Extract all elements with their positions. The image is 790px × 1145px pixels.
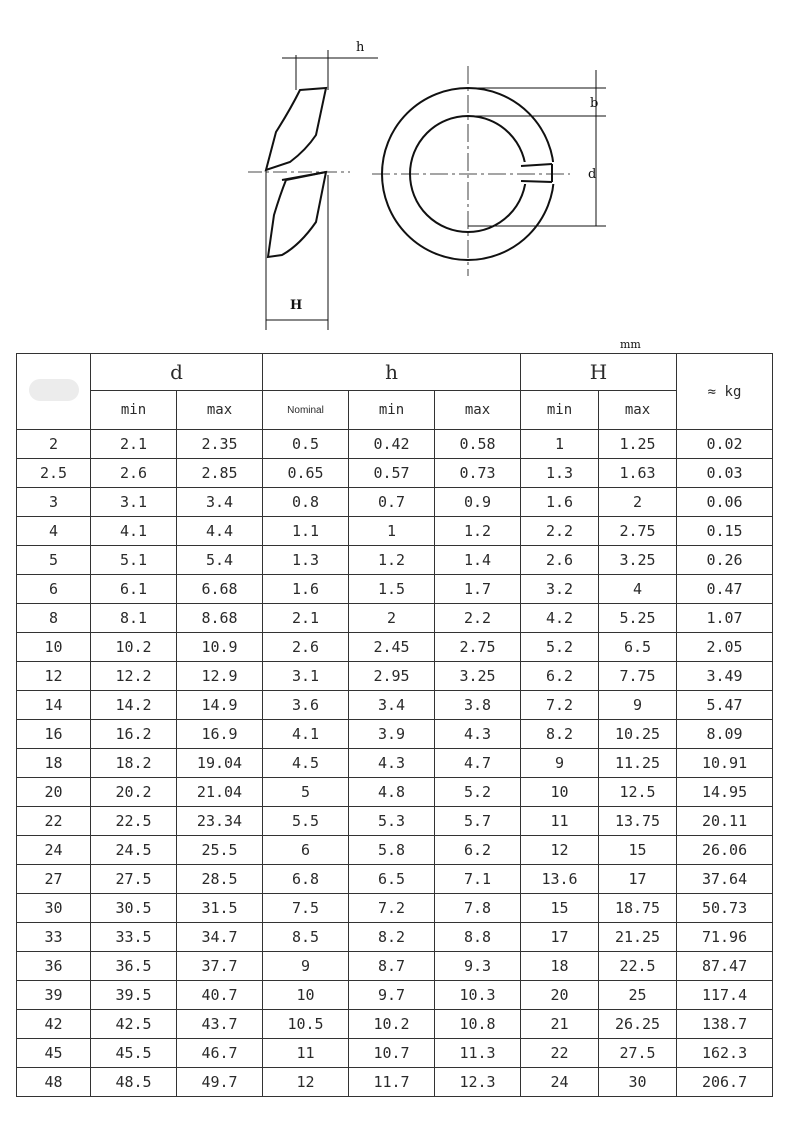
h-min-cell: 5.8 xyxy=(349,836,435,865)
weight-cell: 87.47 xyxy=(677,952,773,981)
size-cell: 18 xyxy=(17,749,91,778)
h-nominal-cell: 0.5 xyxy=(263,430,349,459)
h-min-cell: 11.7 xyxy=(349,1068,435,1097)
d-max-cell: 12.9 xyxy=(177,662,263,691)
table-row xyxy=(17,662,773,691)
size-cell: 6 xyxy=(17,575,91,604)
d-min-cell: 30.5 xyxy=(91,894,177,923)
h-max-cell: 0.9 xyxy=(435,488,521,517)
H-group-header: H xyxy=(521,354,677,391)
d-max-cell: 10.9 xyxy=(177,633,263,662)
H-min-cell: 1 xyxy=(521,430,599,459)
size-cell: 24 xyxy=(17,836,91,865)
H-max-cell: 10.25 xyxy=(599,720,677,749)
table-row xyxy=(17,720,773,749)
h-nominal-cell: 1.6 xyxy=(263,575,349,604)
h-nominal-cell: 4.1 xyxy=(263,720,349,749)
h-min-cell: 10.7 xyxy=(349,1039,435,1068)
washer-spec-table xyxy=(16,353,773,1097)
d-max-cell: 37.7 xyxy=(177,952,263,981)
h-nominal-cell: 5 xyxy=(263,778,349,807)
weight-cell: 2.05 xyxy=(677,633,773,662)
d-min-cell: 3.1 xyxy=(91,488,177,517)
h-min-cell: 0.57 xyxy=(349,459,435,488)
obscured-header-mark xyxy=(29,379,79,401)
H-min-cell: 2.6 xyxy=(521,546,599,575)
d-max-cell: 43.7 xyxy=(177,1010,263,1039)
weight-cell: 1.07 xyxy=(677,604,773,633)
h-max-cell: 9.3 xyxy=(435,952,521,981)
H-max-cell: 6.5 xyxy=(599,633,677,662)
H-min-cell: 8.2 xyxy=(521,720,599,749)
H-max-cell: 7.75 xyxy=(599,662,677,691)
H-min-cell: 15 xyxy=(521,894,599,923)
table-body xyxy=(17,430,773,1097)
weight-cell: 117.4 xyxy=(677,981,773,1010)
size-cell: 2.5 xyxy=(17,459,91,488)
h-min-cell: 3.9 xyxy=(349,720,435,749)
weight-cell: 138.7 xyxy=(677,1010,773,1039)
h-nominal-cell: 5.5 xyxy=(263,807,349,836)
size-cell: 42 xyxy=(17,1010,91,1039)
weight-cell: 26.06 xyxy=(677,836,773,865)
h-min-cell: 2 xyxy=(349,604,435,633)
h-nominal-cell: 2.6 xyxy=(263,633,349,662)
h-min-cell: 1.5 xyxy=(349,575,435,604)
table-row xyxy=(17,836,773,865)
H-max-cell: 1.25 xyxy=(599,430,677,459)
d-min-cell: 6.1 xyxy=(91,575,177,604)
d-max-cell: 2.85 xyxy=(177,459,263,488)
d-min-cell: 12.2 xyxy=(91,662,177,691)
H-min-cell: 22 xyxy=(521,1039,599,1068)
size-cell: 14 xyxy=(17,691,91,720)
size-cell: 30 xyxy=(17,894,91,923)
h-nominal-cell: 1.3 xyxy=(263,546,349,575)
H-min-cell: 3.2 xyxy=(521,575,599,604)
h-max-header: max xyxy=(435,391,521,430)
H-min-cell: 24 xyxy=(521,1068,599,1097)
table-row xyxy=(17,1010,773,1039)
weight-cell: 8.09 xyxy=(677,720,773,749)
H-max-cell: 17 xyxy=(599,865,677,894)
d-max-cell: 5.4 xyxy=(177,546,263,575)
h-min-header: min xyxy=(349,391,435,430)
table-row xyxy=(17,546,773,575)
d-min-cell: 20.2 xyxy=(91,778,177,807)
table-row xyxy=(17,749,773,778)
h-nominal-cell: 3.6 xyxy=(263,691,349,720)
h-max-cell: 5.7 xyxy=(435,807,521,836)
table-row xyxy=(17,778,773,807)
h-nominal-cell: 8.5 xyxy=(263,923,349,952)
table-row xyxy=(17,430,773,459)
weight-cell: 50.73 xyxy=(677,894,773,923)
h-min-cell: 9.7 xyxy=(349,981,435,1010)
H-max-cell: 21.25 xyxy=(599,923,677,952)
table-row xyxy=(17,604,773,633)
weight-cell: 162.3 xyxy=(677,1039,773,1068)
size-cell: 3 xyxy=(17,488,91,517)
H-min-cell: 21 xyxy=(521,1010,599,1039)
d-min-cell: 2.6 xyxy=(91,459,177,488)
d-max-cell: 34.7 xyxy=(177,923,263,952)
h-max-cell: 0.58 xyxy=(435,430,521,459)
table-row xyxy=(17,952,773,981)
h-max-cell: 5.2 xyxy=(435,778,521,807)
size-cell: 27 xyxy=(17,865,91,894)
table-row xyxy=(17,691,773,720)
weight-cell: 0.06 xyxy=(677,488,773,517)
H-max-cell: 26.25 xyxy=(599,1010,677,1039)
h-nominal-cell: 2.1 xyxy=(263,604,349,633)
d-label: d xyxy=(588,167,597,182)
table-row xyxy=(17,865,773,894)
table-row xyxy=(17,894,773,923)
size-cell: 22 xyxy=(17,807,91,836)
table-row xyxy=(17,488,773,517)
h-nominal-cell: 6.8 xyxy=(263,865,349,894)
unit-label: mm xyxy=(620,338,641,351)
d-min-cell: 33.5 xyxy=(91,923,177,952)
h-min-cell: 4.8 xyxy=(349,778,435,807)
weight-cell: 14.95 xyxy=(677,778,773,807)
H-min-cell: 1.6 xyxy=(521,488,599,517)
h-nominal-header: Nominal xyxy=(263,391,349,430)
h-min-cell: 0.7 xyxy=(349,488,435,517)
d-min-cell: 4.1 xyxy=(91,517,177,546)
h-min-cell: 8.2 xyxy=(349,923,435,952)
H-max-cell: 13.75 xyxy=(599,807,677,836)
h-max-cell: 4.3 xyxy=(435,720,521,749)
d-min-header: min xyxy=(91,391,177,430)
h-min-cell: 3.4 xyxy=(349,691,435,720)
table-row xyxy=(17,1068,773,1097)
h-min-cell: 7.2 xyxy=(349,894,435,923)
size-cell: 16 xyxy=(17,720,91,749)
d-max-cell: 49.7 xyxy=(177,1068,263,1097)
d-min-cell: 27.5 xyxy=(91,865,177,894)
d-min-cell: 24.5 xyxy=(91,836,177,865)
size-cell: 2 xyxy=(17,430,91,459)
h-min-cell: 2.95 xyxy=(349,662,435,691)
h-min-cell: 2.45 xyxy=(349,633,435,662)
H-max-cell: 2.75 xyxy=(599,517,677,546)
h-nominal-cell: 4.5 xyxy=(263,749,349,778)
d-max-cell: 14.9 xyxy=(177,691,263,720)
h-max-cell: 3.25 xyxy=(435,662,521,691)
H-min-cell: 2.2 xyxy=(521,517,599,546)
H-min-cell: 1.3 xyxy=(521,459,599,488)
H-max-cell: 25 xyxy=(599,981,677,1010)
d-min-cell: 42.5 xyxy=(91,1010,177,1039)
weight-cell: 10.91 xyxy=(677,749,773,778)
d-max-cell: 8.68 xyxy=(177,604,263,633)
size-cell: 39 xyxy=(17,981,91,1010)
H-min-cell: 4.2 xyxy=(521,604,599,633)
d-min-cell: 39.5 xyxy=(91,981,177,1010)
weight-cell: 71.96 xyxy=(677,923,773,952)
table-row xyxy=(17,807,773,836)
h-min-cell: 0.42 xyxy=(349,430,435,459)
weight-cell: 0.02 xyxy=(677,430,773,459)
table-row xyxy=(17,459,773,488)
h-group-header: h xyxy=(263,354,521,391)
h-nominal-cell: 12 xyxy=(263,1068,349,1097)
H-max-cell: 11.25 xyxy=(599,749,677,778)
h-nominal-cell: 0.65 xyxy=(263,459,349,488)
d-max-cell: 16.9 xyxy=(177,720,263,749)
weight-header: ≈ kg xyxy=(677,354,773,430)
table-row xyxy=(17,517,773,546)
h-max-cell: 0.73 xyxy=(435,459,521,488)
H-min-cell: 11 xyxy=(521,807,599,836)
h-max-cell: 7.1 xyxy=(435,865,521,894)
h-max-cell: 2.75 xyxy=(435,633,521,662)
H-min-cell: 7.2 xyxy=(521,691,599,720)
d-min-cell: 45.5 xyxy=(91,1039,177,1068)
h-min-cell: 8.7 xyxy=(349,952,435,981)
h-min-cell: 6.5 xyxy=(349,865,435,894)
d-max-cell: 6.68 xyxy=(177,575,263,604)
h-max-cell: 1.7 xyxy=(435,575,521,604)
H-min-header: min xyxy=(521,391,599,430)
size-cell: 5 xyxy=(17,546,91,575)
H-max-cell: 3.25 xyxy=(599,546,677,575)
H-max-cell: 5.25 xyxy=(599,604,677,633)
weight-cell: 0.47 xyxy=(677,575,773,604)
h-nominal-cell: 1.1 xyxy=(263,517,349,546)
d-max-cell: 46.7 xyxy=(177,1039,263,1068)
H-max-header: max xyxy=(599,391,677,430)
h-max-cell: 6.2 xyxy=(435,836,521,865)
weight-cell: 5.47 xyxy=(677,691,773,720)
H-max-cell: 18.75 xyxy=(599,894,677,923)
h-nominal-cell: 3.1 xyxy=(263,662,349,691)
d-min-cell: 48.5 xyxy=(91,1068,177,1097)
size-cell: 45 xyxy=(17,1039,91,1068)
h-max-cell: 1.2 xyxy=(435,517,521,546)
H-max-cell: 12.5 xyxy=(599,778,677,807)
d-min-cell: 22.5 xyxy=(91,807,177,836)
size-cell: 36 xyxy=(17,952,91,981)
H-max-cell: 9 xyxy=(599,691,677,720)
d-max-cell: 4.4 xyxy=(177,517,263,546)
h-nominal-cell: 11 xyxy=(263,1039,349,1068)
d-max-header: max xyxy=(177,391,263,430)
size-cell: 12 xyxy=(17,662,91,691)
d-max-cell: 2.35 xyxy=(177,430,263,459)
h-min-cell: 4.3 xyxy=(349,749,435,778)
d-min-cell: 18.2 xyxy=(91,749,177,778)
size-cell: 8 xyxy=(17,604,91,633)
h-max-cell: 2.2 xyxy=(435,604,521,633)
d-min-cell: 8.1 xyxy=(91,604,177,633)
d-min-cell: 14.2 xyxy=(91,691,177,720)
h-min-cell: 1.2 xyxy=(349,546,435,575)
table-row xyxy=(17,575,773,604)
d-min-cell: 5.1 xyxy=(91,546,177,575)
table-row xyxy=(17,1039,773,1068)
h-min-cell: 5.3 xyxy=(349,807,435,836)
H-min-cell: 12 xyxy=(521,836,599,865)
H-min-cell: 13.6 xyxy=(521,865,599,894)
H-max-cell: 30 xyxy=(599,1068,677,1097)
d-min-cell: 16.2 xyxy=(91,720,177,749)
d-max-cell: 23.34 xyxy=(177,807,263,836)
d-max-cell: 25.5 xyxy=(177,836,263,865)
weight-cell: 37.64 xyxy=(677,865,773,894)
h-nominal-cell: 7.5 xyxy=(263,894,349,923)
size-cell: 33 xyxy=(17,923,91,952)
weight-cell: 0.26 xyxy=(677,546,773,575)
size-cell: 10 xyxy=(17,633,91,662)
sub-header-row xyxy=(17,391,773,430)
h-min-cell: 10.2 xyxy=(349,1010,435,1039)
H-max-cell: 2 xyxy=(599,488,677,517)
h-max-cell: 12.3 xyxy=(435,1068,521,1097)
H-min-cell: 10 xyxy=(521,778,599,807)
size-cell: 20 xyxy=(17,778,91,807)
h-max-cell: 3.8 xyxy=(435,691,521,720)
H-min-cell: 20 xyxy=(521,981,599,1010)
h-min-cell: 1 xyxy=(349,517,435,546)
h-max-cell: 10.3 xyxy=(435,981,521,1010)
H-min-cell: 18 xyxy=(521,952,599,981)
d-max-cell: 31.5 xyxy=(177,894,263,923)
H-max-cell: 22.5 xyxy=(599,952,677,981)
d-min-cell: 10.2 xyxy=(91,633,177,662)
H-max-cell: 15 xyxy=(599,836,677,865)
washer-drawing xyxy=(0,0,790,340)
h-max-cell: 7.8 xyxy=(435,894,521,923)
H-max-cell: 4 xyxy=(599,575,677,604)
h-label: h xyxy=(356,40,365,55)
d-max-cell: 3.4 xyxy=(177,488,263,517)
size-header xyxy=(17,354,91,430)
d-max-cell: 19.04 xyxy=(177,749,263,778)
table-row xyxy=(17,923,773,952)
h-nominal-cell: 6 xyxy=(263,836,349,865)
d-group-header: d xyxy=(91,354,263,391)
weight-cell: 0.03 xyxy=(677,459,773,488)
table-row xyxy=(17,981,773,1010)
h-max-cell: 8.8 xyxy=(435,923,521,952)
d-max-cell: 21.04 xyxy=(177,778,263,807)
weight-cell: 20.11 xyxy=(677,807,773,836)
H-min-cell: 5.2 xyxy=(521,633,599,662)
H-max-cell: 1.63 xyxy=(599,459,677,488)
h-max-cell: 1.4 xyxy=(435,546,521,575)
weight-cell: 206.7 xyxy=(677,1068,773,1097)
h-nominal-cell: 0.8 xyxy=(263,488,349,517)
h-nominal-cell: 10 xyxy=(263,981,349,1010)
h-nominal-cell: 10.5 xyxy=(263,1010,349,1039)
H-label: H xyxy=(290,298,303,313)
table-row xyxy=(17,633,773,662)
h-max-cell: 10.8 xyxy=(435,1010,521,1039)
H-min-cell: 6.2 xyxy=(521,662,599,691)
d-max-cell: 28.5 xyxy=(177,865,263,894)
H-min-cell: 17 xyxy=(521,923,599,952)
h-nominal-cell: 9 xyxy=(263,952,349,981)
size-cell: 4 xyxy=(17,517,91,546)
weight-cell: 3.49 xyxy=(677,662,773,691)
h-max-cell: 11.3 xyxy=(435,1039,521,1068)
size-cell: 48 xyxy=(17,1068,91,1097)
H-max-cell: 27.5 xyxy=(599,1039,677,1068)
b-label: b xyxy=(590,96,599,111)
group-header-row xyxy=(17,354,773,391)
H-min-cell: 9 xyxy=(521,749,599,778)
weight-cell: 0.15 xyxy=(677,517,773,546)
h-max-cell: 4.7 xyxy=(435,749,521,778)
d-min-cell: 2.1 xyxy=(91,430,177,459)
d-min-cell: 36.5 xyxy=(91,952,177,981)
d-max-cell: 40.7 xyxy=(177,981,263,1010)
